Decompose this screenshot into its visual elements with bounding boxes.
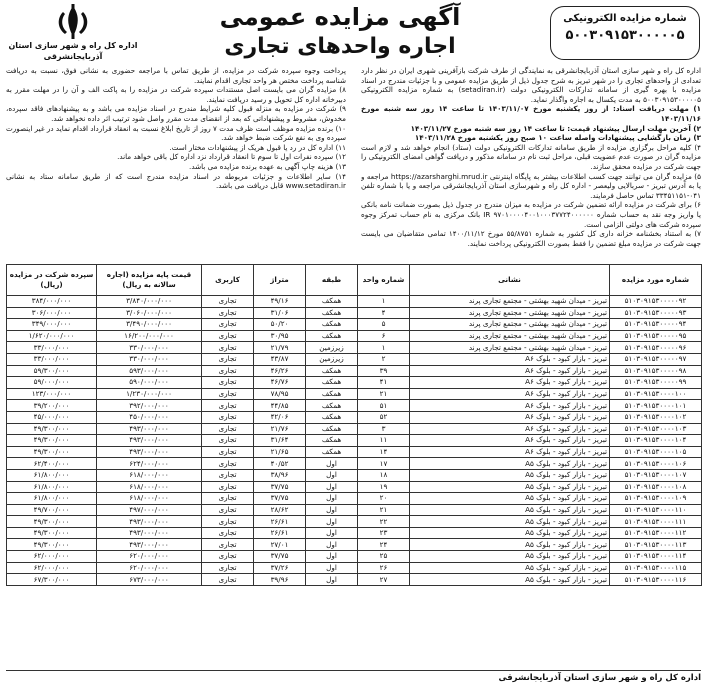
cell-address: تبریز - بازار کبود - بلوک A۶	[410, 435, 610, 447]
cell-base-price: ۶۷۳/۰۰۰/۰۰۰	[97, 574, 202, 586]
condition-item: ۱۲) سپرده نفرات اول تا سوم تا انعقاد قرارداد نزد اداره کل باقی خواهد ماند.	[117, 152, 346, 162]
cell-address: تبریز - میدان شهید بهشتی - مجتمع تجاری پرند	[410, 330, 610, 342]
cell-usage: تجاری	[202, 527, 254, 539]
cell-floor: همکف	[306, 296, 358, 308]
table-row	[7, 574, 702, 586]
cell-usage: تجاری	[202, 458, 254, 470]
cell-floor: اول	[306, 539, 358, 551]
cell-address: تبریز - بازار کبود - بلوک A۵	[410, 481, 610, 493]
cell-item-number: ۵۱۰۳۰۹۱۵۳۰۰۰۰۱۱۵	[610, 562, 702, 574]
auction-items-table-wrap	[6, 264, 701, 669]
cell-deposit: ۶۲/۴۰۰/۰۰۰	[7, 458, 97, 470]
cell-usage: تجاری	[202, 469, 254, 481]
column-header: طبقه	[306, 265, 358, 296]
cell-deposit: ۳۹/۲۰۰/۰۰۰	[7, 400, 97, 412]
table-row	[7, 516, 702, 528]
cell-address: تبریز - بازار کبود - بلوک A۶	[410, 365, 610, 377]
cell-item-number: ۵۱۰۳۰۹۱۵۳۰۰۰۰۰۹۴	[610, 319, 702, 331]
cell-address: تبریز - بازار کبود - بلوک A۵	[410, 504, 610, 516]
cell-base-price: ۳/۰۶۰/۰۰۰/۰۰۰	[97, 307, 202, 319]
intro-paragraph: اداره کل راه و شهر سازی استان آذربایجانشرقی به نمایندگی از طرف شرکت بازآفرینی شهری ایران در نظر دارد تعدادی از واحدهای تجاری را در شهر تبریز به شرح جدول ذیل از طریق مزایده عمومی و با جزئیات مندرج در اسناد مزایده با بهره گیری از سامانه تدارکات الکترونیکی دولت (setadiran.ir) به شماره مزایده الکترونیکی ۵۰۰۳۰۹۱۵۳۰۰۰۰۰۵ به مدت یکسال به اجاره واگذار نماید.	[361, 66, 701, 104]
cell-area: ۲۱/۷۶	[254, 423, 306, 435]
table-header-row	[7, 265, 702, 296]
cell-floor: اول	[306, 574, 358, 586]
cell-unit-number: ۱۱	[358, 435, 410, 447]
cell-deposit: ۶۲/۰۰۰/۰۰۰	[7, 551, 97, 563]
table-row	[7, 365, 702, 377]
cell-usage: تجاری	[202, 388, 254, 400]
cell-unit-number: ۳	[358, 423, 410, 435]
cell-unit-number: ۵	[358, 319, 410, 331]
cell-area: ۲۱/۶۵	[254, 446, 306, 458]
cell-unit-number: ۲۱	[358, 504, 410, 516]
cell-area: ۲۶/۶۱	[254, 527, 306, 539]
cell-item-number: ۵۱۰۳۰۹۱۵۳۰۰۰۰۱۱۴	[610, 551, 702, 563]
column-header: شماره مورد مزایده	[610, 265, 702, 296]
condition-item: ۱۱) اداره کل در رد یا قبول هریک از پیشنهادات مختار است.	[169, 142, 346, 152]
cell-floor: همکف	[306, 377, 358, 389]
condition-item: ۹) شرکت در مزایده به منزله قبول کلیه شرایط مندرج در اسناد مزایده می باشد و به پیشنهادهای فاقد سپرده، مخدوش، مشروط و پیشنهاداتی که بعد از انقضای مدت مقرر واصل شود ترتیب اثر داده نخواهد شد.	[6, 104, 346, 123]
cell-item-number: ۵۱۰۳۰۹۱۵۳۰۰۰۰۰۹۳	[610, 307, 702, 319]
cell-unit-number: ۵۲	[358, 411, 410, 423]
cell-area: ۴۲/۰۶	[254, 411, 306, 423]
table-row	[7, 411, 702, 423]
cell-deposit: ۵۹/۰۰۰/۰۰۰	[7, 377, 97, 389]
table-row	[7, 319, 702, 331]
cell-address: تبریز - بازار کبود - بلوک A۶	[410, 388, 610, 400]
cell-area: ۲۸/۶۲	[254, 504, 306, 516]
cell-item-number: ۵۱۰۳۰۹۱۵۳۰۰۰۰۱۰۶	[610, 458, 702, 470]
column-header: نشانی	[410, 265, 610, 296]
cell-floor: اول	[306, 469, 358, 481]
cell-area: ۴۶/۷۶	[254, 377, 306, 389]
table-row	[7, 342, 702, 354]
cell-area: ۷۸/۹۵	[254, 388, 306, 400]
condition-item: ۶) برای شرکت در مزایده ارائه تضمین شرکت در مزایده به میزان مندرج در جدول ذیل بصورت ضمانت نامه بانکی یا واریز وجه نقد به حساب شماره IR ۹۷۰۱۰۰۰۰۴۰۰۱۰۰۰۳۷۷۲۴۰۰۰۰۰۰ بانک مرکزی به نام حساب تمرکز وجوه سپرده شرکت های دولتی الزامی است.	[361, 200, 701, 229]
page-subtitle: اجاره واحدهای تجاری	[224, 34, 456, 59]
cell-item-number: ۵۱۰۳۰۹۱۵۳۰۰۰۰۰۹۶	[610, 342, 702, 354]
cell-deposit: ۴۹/۳۰۰/۰۰۰	[7, 423, 97, 435]
cell-usage: تجاری	[202, 435, 254, 447]
cell-floor: زیرزمین	[306, 342, 358, 354]
table-row	[7, 307, 702, 319]
cell-usage: تجاری	[202, 307, 254, 319]
table-row	[7, 423, 702, 435]
cell-address: تبریز - بازار کبود - بلوک A۶	[410, 377, 610, 389]
table-body	[7, 296, 702, 586]
cell-item-number: ۵۱۰۳۰۹۱۵۳۰۰۰۰۱۰۴	[610, 435, 702, 447]
cell-floor: همکف	[306, 319, 358, 331]
cell-deposit: ۳۰۶/۰۰۰/۰۰۰	[7, 307, 97, 319]
table-row	[7, 296, 702, 308]
cell-unit-number: ۲۱	[358, 388, 410, 400]
cell-floor: همکف	[306, 411, 358, 423]
cell-base-price: ۳۳۰/۰۰۰/۰۰۰	[97, 353, 202, 365]
cell-deposit: ۳۳/۰۰۰/۰۰۰	[7, 353, 97, 365]
cell-item-number: ۵۱۰۳۰۹۱۵۳۰۰۰۰۱۰۳	[610, 423, 702, 435]
cell-floor: همکف	[306, 388, 358, 400]
cell-address: تبریز - بازار کبود - بلوک A۵	[410, 539, 610, 551]
cell-deposit: ۴۹/۳۰۰/۰۰۰	[7, 539, 97, 551]
condition-item: ۱) مهلت دریافت اسناد: از روز یکشنبه مورخ ۱۴۰۳/۱۱/۰۷ تا ساعت ۱۴ روز سه شنبه مورخ ۱۴۰۳/۱۱/۱۶	[361, 104, 701, 123]
cell-base-price: ۶۲۰/۰۰۰/۰۰۰	[97, 551, 202, 563]
cell-area: ۳۷/۷۵	[254, 481, 306, 493]
column-header: کاربری	[202, 265, 254, 296]
cell-usage: تجاری	[202, 400, 254, 412]
table-row	[7, 551, 702, 563]
table-row	[7, 469, 702, 481]
cell-unit-number: ۶	[358, 330, 410, 342]
auction-number-box	[550, 6, 700, 60]
cell-item-number: ۵۱۰۳۰۹۱۵۳۰۰۰۰۱۱۰	[610, 504, 702, 516]
body-text-left-column	[6, 66, 346, 266]
cell-address: تبریز - بازار کبود - بلوک A۶	[410, 446, 610, 458]
cell-base-price: ۳۹۲/۰۰۰/۰۰۰	[97, 400, 202, 412]
cell-unit-number: ۱	[358, 296, 410, 308]
cell-area: ۴۹/۱۶	[254, 296, 306, 308]
cell-area: ۲۱/۷۹	[254, 342, 306, 354]
footer-org-name: اداره کل راه و شهر سازی استان آذربایجانشرقی	[6, 670, 701, 685]
cell-item-number: ۵۱۰۳۰۹۱۵۳۰۰۰۰۱۰۱	[610, 400, 702, 412]
table-row	[7, 481, 702, 493]
condition-item: ۸) مزایده گران می بایست اصل مستندات سپرده شرکت در مزایده را به پاکت الف و آن را در مهلت مقرر به دبیرخانه اداره کل تحویل و رسید دریافت نمایند.	[6, 85, 346, 104]
cell-usage: تجاری	[202, 365, 254, 377]
org-emblem-block	[8, 4, 138, 62]
cell-address: تبریز - بازار کبود - بلوک A۶	[410, 411, 610, 423]
column-header: متراژ	[254, 265, 306, 296]
cell-base-price: ۳/۸۴۰/۰۰۰/۰۰۰	[97, 296, 202, 308]
cell-area: ۳۱/۶۴	[254, 435, 306, 447]
table-row	[7, 377, 702, 389]
cell-item-number: ۵۱۰۳۰۹۱۵۳۰۰۰۰۰۹۹	[610, 377, 702, 389]
cell-floor: همکف	[306, 365, 358, 377]
cell-address: تبریز - بازار کبود - بلوک A۵	[410, 458, 610, 470]
cell-usage: تجاری	[202, 411, 254, 423]
cell-address: تبریز - بازار کبود - بلوک A۶	[410, 353, 610, 365]
cell-deposit: ۱/۶۲۰/۰۰۰/۰۰۰	[7, 330, 97, 342]
cell-base-price: ۶۱۸/۰۰۰/۰۰۰	[97, 493, 202, 505]
cell-item-number: ۵۱۰۳۰۹۱۵۳۰۰۰۰۱۰۵	[610, 446, 702, 458]
cell-unit-number: ۲۷	[358, 574, 410, 586]
cell-area: ۴۰/۵۲	[254, 458, 306, 470]
cell-floor: همکف	[306, 435, 358, 447]
cell-unit-number: ۱	[358, 342, 410, 354]
page-title: آگهی مزایده عمومی	[219, 3, 461, 31]
cell-unit-number: ۲۰	[358, 493, 410, 505]
table-row	[7, 562, 702, 574]
cell-item-number: ۵۱۰۳۰۹۱۵۳۰۰۰۰۰۹۷	[610, 353, 702, 365]
cell-address: تبریز - میدان شهید بهشتی - مجتمع تجاری پرند	[410, 296, 610, 308]
cell-floor: اول	[306, 458, 358, 470]
cell-unit-number: ۱۴	[358, 446, 410, 458]
cell-address: تبریز - میدان شهید بهشتی - مجتمع تجاری پرند	[410, 307, 610, 319]
cell-usage: تجاری	[202, 516, 254, 528]
org-name: اداره کل راه و شهر سازی استان آذربایجانشرقی	[8, 41, 138, 61]
cell-usage: تجاری	[202, 562, 254, 574]
cell-item-number: ۵۱۰۳۰۹۱۵۳۰۰۰۰۱۰۸	[610, 481, 702, 493]
cell-usage: تجاری	[202, 319, 254, 331]
cell-floor: اول	[306, 551, 358, 563]
cell-usage: تجاری	[202, 551, 254, 563]
cell-address: تبریز - بازار کبود - بلوک A۵	[410, 574, 610, 586]
cell-address: تبریز - میدان شهید بهشتی - مجتمع تجاری پرند	[410, 319, 610, 331]
cell-area: ۳۷/۷۵	[254, 493, 306, 505]
body-text-right-column	[361, 66, 701, 266]
cell-deposit: ۶۱/۸۰۰/۰۰۰	[7, 481, 97, 493]
body-text	[6, 66, 701, 266]
cell-area: ۴۳/۸۷	[254, 353, 306, 365]
cell-address: تبریز - بازار کبود - بلوک A۵	[410, 469, 610, 481]
auction-number-label: شماره مزایده الکترونیکی	[563, 13, 687, 24]
cell-address: تبریز - بازار کبود - بلوک A۶	[410, 400, 610, 412]
cell-address: تبریز - بازار کبود - بلوک A۵	[410, 527, 610, 539]
cell-base-price: ۶۱۸/۰۰۰/۰۰۰	[97, 481, 202, 493]
cell-deposit: ۴۵/۰۰۰/۰۰۰	[7, 411, 97, 423]
column-header: سپرده شرکت در مزایده (ریال)	[7, 265, 97, 296]
table-row	[7, 458, 702, 470]
cell-item-number: ۵۱۰۳۰۹۱۵۳۰۰۰۰۱۱۲	[610, 527, 702, 539]
cell-floor: اول	[306, 493, 358, 505]
cell-unit-number: ۱۷	[358, 458, 410, 470]
cell-usage: تجاری	[202, 353, 254, 365]
cell-unit-number: ۲۴	[358, 539, 410, 551]
table-row	[7, 353, 702, 365]
cell-floor: همکف	[306, 330, 358, 342]
cell-floor: زیرزمین	[306, 353, 358, 365]
condition-item: ۷) به استناد بخشنامه خزانه داری کل کشور به شماره ۵۵/۸۷۵۱ مورخ ۱۴۰۰/۱۱/۱۲ تمامی متقاضیان می بایست جهت شرکت در مزایده مبلغ تضمین را فقط بصورت الکترونیکی پرداخت نمایند.	[361, 229, 701, 248]
cell-item-number: ۵۱۰۳۰۹۱۵۳۰۰۰۰۱۰۲	[610, 411, 702, 423]
table-row	[7, 388, 702, 400]
table-row	[7, 400, 702, 412]
cell-base-price: ۴۹۷/۰۰۰/۰۰۰	[97, 504, 202, 516]
condition-item: ۵) مزایده گران می توانند جهت کسب اطلاعات بیشتر به پایگاه اینترنتی https://azarsharghi.mrud.ir مراجعه و یا به آدرس تبریز - سربالایی ولیعصر - اداره کل راه و شهرسازی استان آذربایجانشرقی مراجعه و یا با شماره تلفن ۰۴۱-۳۳۴۵۱۱۵۱ تماس حاصل فرمایند.	[361, 171, 701, 200]
column-header: قیمت پایه مزایده (اجاره سالانه به ریال)	[97, 265, 202, 296]
table-row	[7, 330, 702, 342]
cell-floor: همکف	[306, 307, 358, 319]
cell-area: ۳۷/۲۶	[254, 562, 306, 574]
cell-usage: تجاری	[202, 330, 254, 342]
cell-deposit: ۴۹/۳۰۰/۰۰۰	[7, 435, 97, 447]
cell-usage: تجاری	[202, 493, 254, 505]
cell-usage: تجاری	[202, 574, 254, 586]
column-header: شماره واحد	[358, 265, 410, 296]
condition-item: ۱۳) هزینه چاپ آگهی به عهده برنده مزایده می باشد.	[189, 161, 346, 171]
cell-item-number: ۵۱۰۳۰۹۱۵۳۰۰۰۰۰۹۲	[610, 296, 702, 308]
cell-unit-number: ۴۱	[358, 377, 410, 389]
condition-item: ۳) زمان بازگشایی پیشنهادات واصله ساعت ۱۰ صبح روز یکشنبه مورخ ۱۴۰۳/۱۱/۲۸	[414, 133, 701, 143]
cell-unit-number: ۱۹	[358, 481, 410, 493]
cell-deposit: ۶۲/۰۰۰/۰۰۰	[7, 562, 97, 574]
cell-base-price: ۴۵۰/۰۰۰/۰۰۰	[97, 411, 202, 423]
cell-item-number: ۵۱۰۳۰۹۱۵۳۰۰۰۰۱۰۰	[610, 388, 702, 400]
cell-address: تبریز - بازار کبود - بلوک A۵	[410, 562, 610, 574]
cell-base-price: ۴۹۳/۰۰۰/۰۰۰	[97, 539, 202, 551]
cell-area: ۲۶/۶۱	[254, 516, 306, 528]
cell-deposit: ۳۴۹/۰۰۰/۰۰۰	[7, 319, 97, 331]
cell-address: تبریز - بازار کبود - بلوک A۵	[410, 551, 610, 563]
cell-floor: اول	[306, 562, 358, 574]
cell-deposit: ۶۱/۸۰۰/۰۰۰	[7, 469, 97, 481]
cell-base-price: ۴۹۳/۰۰۰/۰۰۰	[97, 446, 202, 458]
cell-deposit: ۳۸۴/۰۰۰/۰۰۰	[7, 296, 97, 308]
table-row	[7, 446, 702, 458]
cell-base-price: ۳۳۰/۰۰۰/۰۰۰	[97, 342, 202, 354]
cell-usage: تجاری	[202, 446, 254, 458]
cell-usage: تجاری	[202, 342, 254, 354]
cell-unit-number: ۲۳	[358, 527, 410, 539]
cell-unit-number: ۲	[358, 353, 410, 365]
cell-base-price: ۱۶/۲۰۰/۰۰۰/۰۰۰	[97, 330, 202, 342]
cell-area: ۳۹/۹۶	[254, 574, 306, 586]
cell-base-price: ۶۲۰/۰۰۰/۰۰۰	[97, 562, 202, 574]
cell-item-number: ۵۱۰۳۰۹۱۵۳۰۰۰۰۰۹۸	[610, 365, 702, 377]
cell-area: ۳۸/۹۶	[254, 469, 306, 481]
cell-unit-number: ۲۵	[358, 551, 410, 563]
cell-usage: تجاری	[202, 296, 254, 308]
cell-base-price: ۴۹۳/۰۰۰/۰۰۰	[97, 423, 202, 435]
cell-address: تبریز - بازار کبود - بلوک A۵	[410, 516, 610, 528]
cell-item-number: ۵۱۰۳۰۹۱۵۳۰۰۰۰۱۱۱	[610, 516, 702, 528]
iran-emblem-icon	[51, 4, 95, 40]
table-row	[7, 504, 702, 516]
cell-address: تبریز - بازار کبود - بلوک A۶	[410, 423, 610, 435]
cell-unit-number: ۱۸	[358, 469, 410, 481]
cell-unit-number: ۳۹	[358, 365, 410, 377]
cell-base-price: ۴۹۳/۰۰۰/۰۰۰	[97, 435, 202, 447]
cell-area: ۴۶/۲۶	[254, 365, 306, 377]
cell-base-price: ۵۹۳/۰۰۰/۰۰۰	[97, 365, 202, 377]
cell-deposit: ۶۷/۳۰۰/۰۰۰	[7, 574, 97, 586]
cell-floor: اول	[306, 527, 358, 539]
cell-item-number: ۵۱۰۳۰۹۱۵۳۰۰۰۰۱۱۳	[610, 539, 702, 551]
cell-deposit: ۵۹/۳۰۰/۰۰۰	[7, 365, 97, 377]
cell-item-number: ۵۱۰۳۰۹۱۵۳۰۰۰۰۱۱۶	[610, 574, 702, 586]
cell-floor: همکف	[306, 423, 358, 435]
cell-base-price: ۵۹۰/۰۰۰/۰۰۰	[97, 377, 202, 389]
table-row	[7, 539, 702, 551]
cell-unit-number: ۵۱	[358, 400, 410, 412]
auction-number: ۵۰۰۳۰۹۱۵۳۰۰۰۰۰۵	[565, 28, 685, 43]
auction-items-table	[6, 264, 702, 586]
cell-usage: تجاری	[202, 423, 254, 435]
cell-deposit: ۶۱/۸۰۰/۰۰۰	[7, 493, 97, 505]
cell-unit-number: ۲۶	[358, 562, 410, 574]
cell-deposit: ۴۹/۷۰۰/۰۰۰	[7, 504, 97, 516]
table-row	[7, 493, 702, 505]
cell-area: ۳۷/۷۵	[254, 551, 306, 563]
cell-deposit: ۳۳/۰۰۰/۰۰۰	[7, 342, 97, 354]
cell-floor: همکف	[306, 400, 358, 412]
cell-usage: تجاری	[202, 539, 254, 551]
cell-base-price: ۴۹۳/۰۰۰/۰۰۰	[97, 527, 202, 539]
condition-item: ۲) آخرین مهلت ارسال پیشنهاد قیمت: تا ساعت ۱۴ روز سه شنبه مورخ ۱۴۰۳/۱۱/۲۷	[410, 123, 701, 133]
cell-usage: تجاری	[202, 481, 254, 493]
cell-unit-number: ۲۲	[358, 516, 410, 528]
condition-item: پرداخت وجوه سپرده شرکت در مزایده، از طریق تماس با مراجعه حضوری به نشانی فوق، نسبت به دریافت شناسه پرداخت مختص هر واحد تجاری اقدام نمایند.	[6, 66, 346, 85]
cell-deposit: ۴۹/۳۰۰/۰۰۰	[7, 446, 97, 458]
table-row	[7, 527, 702, 539]
cell-usage: تجاری	[202, 504, 254, 516]
cell-item-number: ۵۱۰۳۰۹۱۵۳۰۰۰۰۱۰۹	[610, 493, 702, 505]
cell-floor: همکف	[306, 446, 358, 458]
cell-area: ۳۰/۹۵	[254, 330, 306, 342]
condition-item: ۴) کلیه مراحل برگزاری مزایده از طریق سامانه تدارکات الکترونیکی دولت (ستاد) انجام خواهد شد و لازم است مزایده گران در صورت عدم عضویت قبلی، مراحل ثبت نام در سامانه مذکور و دریافت گواهی امضای الکترونیکی را جهت شرکت در مزایده محقق سازند.	[361, 142, 701, 171]
title-block	[175, 2, 505, 62]
cell-area: ۵۰/۲۰	[254, 319, 306, 331]
cell-floor: اول	[306, 481, 358, 493]
cell-deposit: ۱۲۳/۰۰۰/۰۰۰	[7, 388, 97, 400]
cell-address: تبریز - بازار کبود - بلوک A۵	[410, 493, 610, 505]
cell-area: ۴۴/۸۵	[254, 400, 306, 412]
cell-usage: تجاری	[202, 377, 254, 389]
cell-floor: اول	[306, 516, 358, 528]
table-row	[7, 435, 702, 447]
cell-base-price: ۶۱۸/۰۰۰/۰۰۰	[97, 469, 202, 481]
condition-item: ۱۰) برنده مزایده موظف است ظرف مدت ۷ روز از تاریخ ابلاغ نسبت به انعقاد قرارداد اقدام نماید در غیر اینصورت سپرده وی به نفع شرکت ضبط خواهد شد.	[6, 123, 346, 143]
cell-floor: اول	[306, 504, 358, 516]
cell-base-price: ۴۹۳/۰۰۰/۰۰۰	[97, 516, 202, 528]
cell-deposit: ۴۹/۳۰۰/۰۰۰	[7, 516, 97, 528]
cell-base-price: ۱/۲۳۰/۰۰۰/۰۰۰	[97, 388, 202, 400]
cell-address: تبریز - میدان شهید بهشتی - مجتمع تجاری پرند	[410, 342, 610, 354]
condition-item: ۱۴) سایر اطلاعات و جزئیات مربوطه در اسناد مزایده مندرج است که از طریق سامانه ستاد به نشانی www.setadiran.ir قابل دریافت می باشد.	[6, 171, 346, 191]
cell-unit-number: ۴	[358, 307, 410, 319]
cell-base-price: ۳/۴۹۰/۰۰۰/۰۰۰	[97, 319, 202, 331]
cell-area: ۳۱/۰۶	[254, 307, 306, 319]
cell-item-number: ۵۱۰۳۰۹۱۵۳۰۰۰۰۰۹۵	[610, 330, 702, 342]
cell-base-price: ۶۲۴/۰۰۰/۰۰۰	[97, 458, 202, 470]
cell-item-number: ۵۱۰۳۰۹۱۵۳۰۰۰۰۱۰۷	[610, 469, 702, 481]
cell-deposit: ۴۹/۳۰۰/۰۰۰	[7, 527, 97, 539]
cell-area: ۲۷/۰۱	[254, 539, 306, 551]
